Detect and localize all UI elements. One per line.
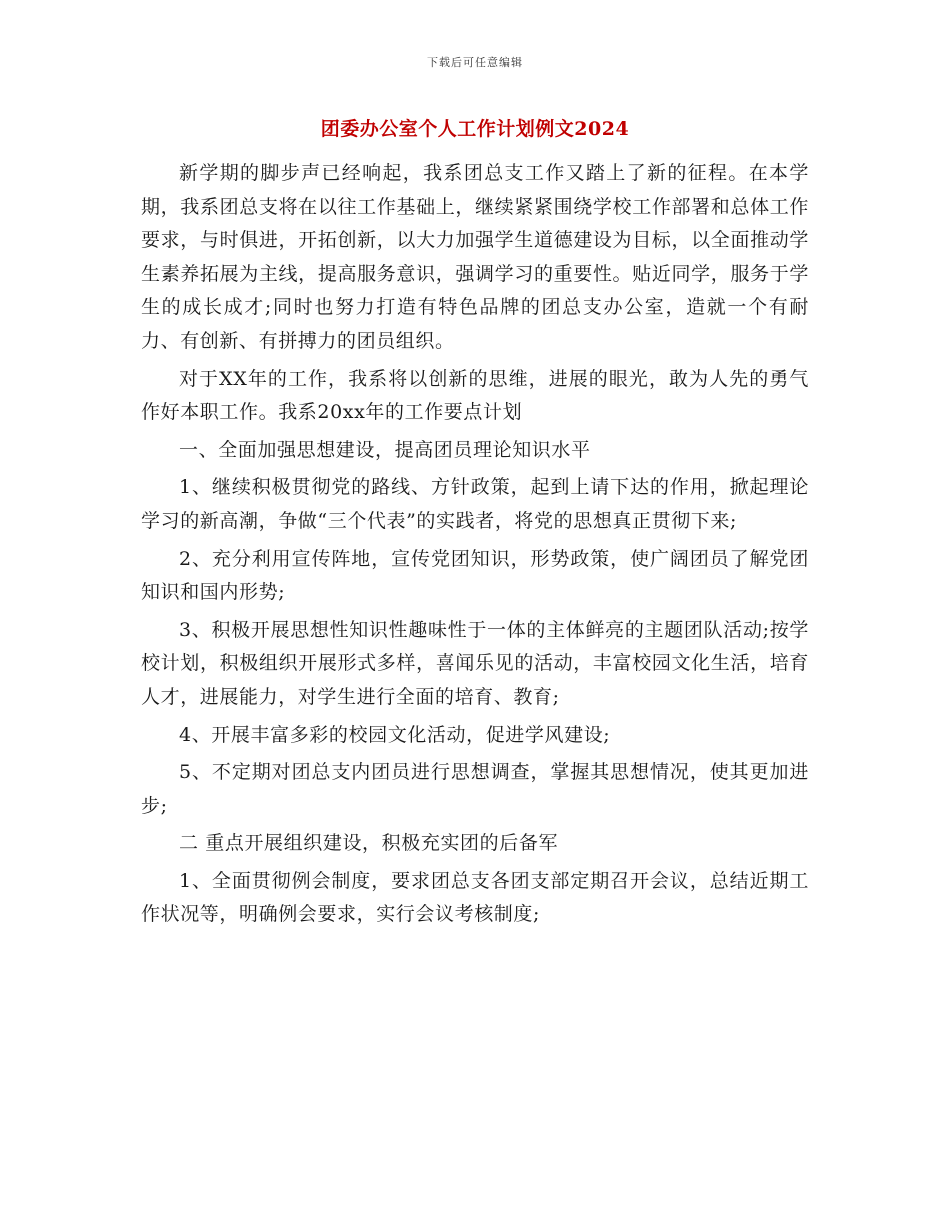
list-item: 2、充分利用宣传阵地，宣传党团知识，形势政策，使广阔团员了解党团知识和国内形势;	[141, 547, 809, 604]
paragraph-plan-overview: 对于XX年的工作，我系将以创新的思维，进展的眼光，敢为人先的勇气作好本职工作。我系20xx年的工作要点计划	[141, 367, 809, 424]
paragraph-intro: 新学期的脚步声已经响起，我系团总支工作又踏上了新的征程。在本学期，我系团总支将在以往工作基础上，继续紧紧围绕学校工作部署和总体工作要求，与时俱进，开拓创新，以大力加强学生道德建设为目标，以全面推动学生素养拓展为主线，提高服务意识，强调学习的重要性。贴近同学，服务于学生的成长成才;同时也努力打造有特色品牌的团总支办公室，造就一个有耐力、有创新、有拼搏力的团员组织。	[141, 162, 809, 352]
document-body	[141, 157, 809, 936]
header-note: 下载后可任意编辑	[427, 56, 523, 69]
list-item: 3、积极开展思想性知识性趣味性于一体的主体鲜亮的主题团队活动;按学校计划，积极组织开展形式多样，喜闻乐见的活动，丰富校园文化生活，培育人才，进展能力，对学生进行全面的培育、教育;	[141, 618, 809, 708]
list-item: 1、继续积极贯彻党的路线、方针政策，起到上请下达的作用，掀起理论学习的新高潮，争做“三个代表”的实践者，将党的思想真正贯彻下来;	[141, 476, 809, 532]
list-item: 5、不定期对团总支内团员进行思想调查，掌握其思想情况，使其更加进步;	[141, 761, 809, 817]
list-item: 4、开展丰富多彩的校园文化活动，促进学风建设;	[179, 723, 611, 746]
document-title: 团委办公室个人工作计划例文2024	[320, 118, 630, 140]
section-heading-2: 二 重点开展组织建设，积极充实团的后备军	[179, 832, 559, 855]
list-item: 1、全面贯彻例会制度，要求团总支各团支部定期召开会议，总结近期工作状况等，明确例会要求，实行会议考核制度;	[141, 869, 809, 926]
section-heading-1: 一、全面加强思想建设，提高团员理论知识水平	[179, 438, 591, 461]
